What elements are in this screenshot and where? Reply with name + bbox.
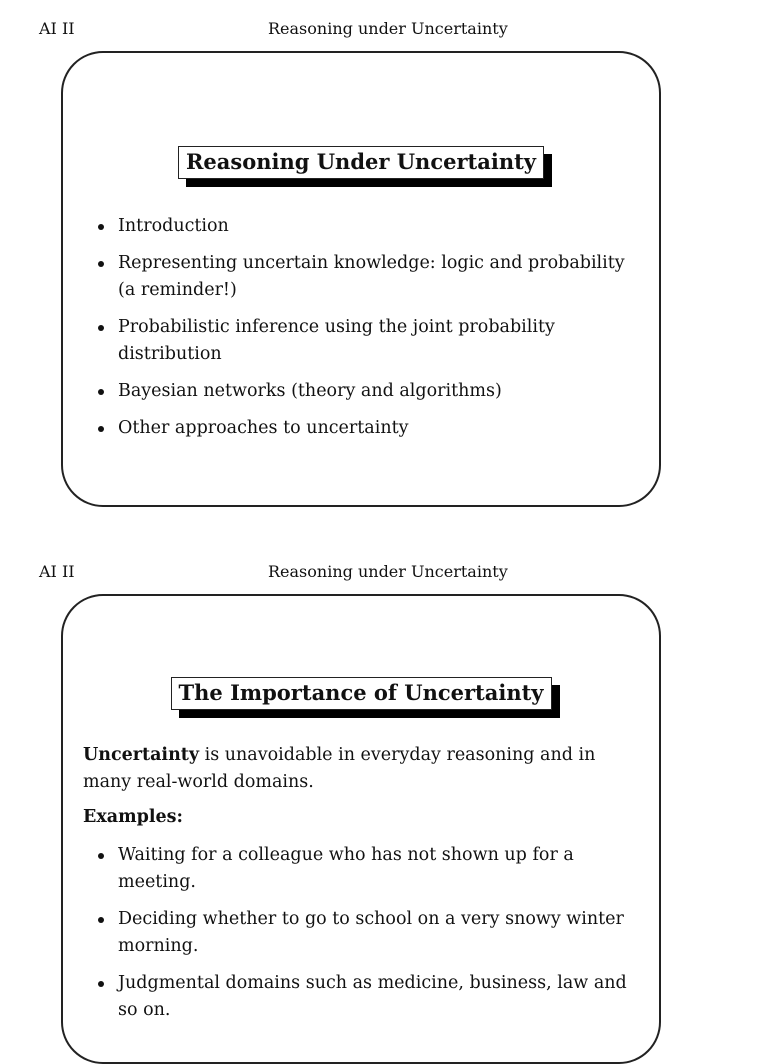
list-item xyxy=(98,906,638,960)
bullet-list xyxy=(98,213,628,442)
bullet-dot-icon xyxy=(98,224,104,230)
bullet-dot-icon xyxy=(98,426,104,432)
list-item xyxy=(98,970,638,1024)
bullet-dot-icon xyxy=(98,389,104,395)
list-item-text: Introduction xyxy=(118,216,229,236)
intro-term: Uncertainty xyxy=(83,745,200,765)
intro-paragraph xyxy=(83,742,643,796)
slide-title-container xyxy=(63,146,659,179)
list-item xyxy=(98,378,628,405)
list-item xyxy=(98,415,628,442)
list-item xyxy=(98,213,628,240)
page-header xyxy=(0,562,768,582)
slide-frame xyxy=(61,51,661,507)
intro-text: is unavoidable in everyday reasoning and in many real-world domains. xyxy=(83,745,596,792)
list-item xyxy=(98,314,628,368)
list-item-text: Representing uncertain knowledge: logic and probability (a reminder!) xyxy=(118,253,625,300)
bullet-dot-icon xyxy=(98,981,104,987)
slide-title: The Importance of Uncertainty xyxy=(171,677,552,710)
header-course: AI II xyxy=(39,562,75,581)
list-item-text: Other approaches to uncertainty xyxy=(118,418,409,438)
bullet-dot-icon xyxy=(98,853,104,859)
list-item xyxy=(98,842,638,896)
header-topic: Reasoning under Uncertainty xyxy=(268,562,508,581)
page-header xyxy=(0,19,768,39)
slide-title: Reasoning Under Uncertainty xyxy=(178,146,544,179)
list-item-text: Deciding whether to go to school on a very snowy winter morning. xyxy=(118,909,624,956)
list-item-text: Bayesian networks (theory and algorithms) xyxy=(118,381,502,401)
bullet-dot-icon xyxy=(98,917,104,923)
slide-frame xyxy=(61,594,661,1064)
bullet-list xyxy=(98,842,638,1024)
header-course: AI II xyxy=(39,19,75,38)
bullet-dot-icon xyxy=(98,325,104,331)
bullet-dot-icon xyxy=(98,261,104,267)
header-topic: Reasoning under Uncertainty xyxy=(268,19,508,38)
list-item-text: Probabilistic inference using the joint probability distribution xyxy=(118,317,555,364)
examples-label: Examples: xyxy=(83,807,183,827)
list-item-text: Judgmental domains such as medicine, business, law and so on. xyxy=(118,973,627,1020)
slide-title-container xyxy=(63,677,659,710)
list-item xyxy=(98,250,628,304)
list-item-text: Waiting for a colleague who has not shown up for a meeting. xyxy=(118,845,574,892)
